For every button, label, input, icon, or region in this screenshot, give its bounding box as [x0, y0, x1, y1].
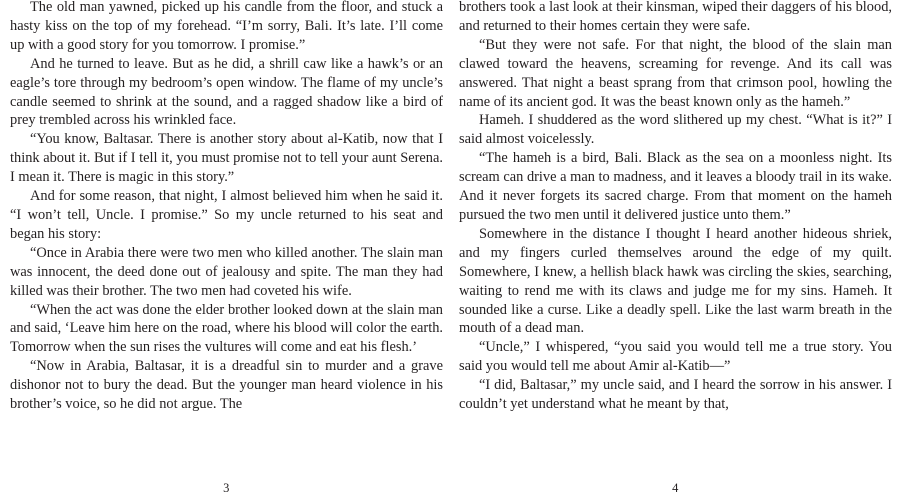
left-page [10, 0, 443, 499]
paragraph: Hameh. I shuddered as the word slithered up my chest. “What is it?” I said almost voicelessly. [459, 112, 892, 148]
page-number: 3 [223, 481, 230, 495]
paragraph: Somewhere in the distance I thought I heard another hideous shriek, and my fingers curled themselves around the edge of my quilt. Somewhere, I knew, a hellish black hawk was circling the skies, searching, waiting to rend me with its claws and judge me for my sins. Hameh. It sounded like a curse. Like a deadly spell. Like the last warm breath in the mouth of a dead man. [459, 225, 892, 337]
paragraph: And he turned to leave. But as he did, a shrill caw like a hawk’s or an eagle’s tore through my bedroom’s open window. The flame of my uncle’s candle seemed to shrink at the sound, and a ragged shadow like a bird of prey trembled across his wrinkled face. [10, 55, 443, 129]
paragraph: “I did, Baltasar,” my uncle said, and I heard the sorrow in his answer. I couldn’t yet understand what he meant by that, [459, 377, 892, 413]
paragraph: “You know, Baltasar. There is another story about al-Katib, now that I think about it. But if I tell it, you must promise not to tell your aunt Serena. I mean it. There is magic in this story.” [10, 131, 443, 186]
paragraph: “Once in Arabia there were two men who killed another. The slain man was innocent, the deed done out of jealousy and spite. The man they had killed was their brother. The two men had coveted his wife. [10, 244, 443, 299]
paragraph: “Uncle,” I whispered, “you said you would tell me a true story. You said you would tell me about Amir al-Katib—” [459, 339, 892, 375]
paragraph: “But they were not safe. For that night, the blood of the slain man clawed toward the heavens, screaming for revenge. And its call was answered. That night a beast sprang from that crimson pool, howling the name of its ancient god. It was the beast known only as the hameh.” [459, 36, 892, 110]
paragraph: “The hameh is a bird, Bali. Black as the sea on a moonless night. Its scream can drive a man to madness, and it leaves a bloody trail in its wake. And it never forgets its sacred charge. From that moment on the hameh pursued the two men until it delivered justice unto them.” [459, 150, 892, 223]
page-number: 4 [672, 481, 679, 495]
paragraph: “Now in Arabia, Baltasar, it is a dreadful sin to murder and a grave dishonor not to bury the dead. But the younger man heard violence in his brother’s voice, so he did not argue. The [10, 358, 443, 413]
right-page [459, 0, 892, 499]
continued-paragraph: brothers took a last look at their kinsman, wiped their daggers of his blood, and returned to their homes certain they were safe. [459, 0, 892, 34]
paragraph: “When the act was done the elder brother looked down at the slain man and said, ‘Leave him here on the road, where his blood will color the earth. Tomorrow when the sun rises the vultures will come and eat his flesh.’ [10, 301, 443, 356]
left-page-text [10, 0, 443, 414]
paragraph: And for some reason, that night, I almost believed him when he said it. “I won’t tell, Uncle. I promise.” So my uncle returned to his seat and began his story: [10, 188, 443, 242]
right-page-text [459, 0, 892, 414]
paragraph: The old man yawned, picked up his candle from the floor, and stuck a hasty kiss on the top of my forehead. “I’m sorry, Bali. It’s late. I’ll come up with a good story for you tomorrow. I promise.” [10, 0, 443, 53]
